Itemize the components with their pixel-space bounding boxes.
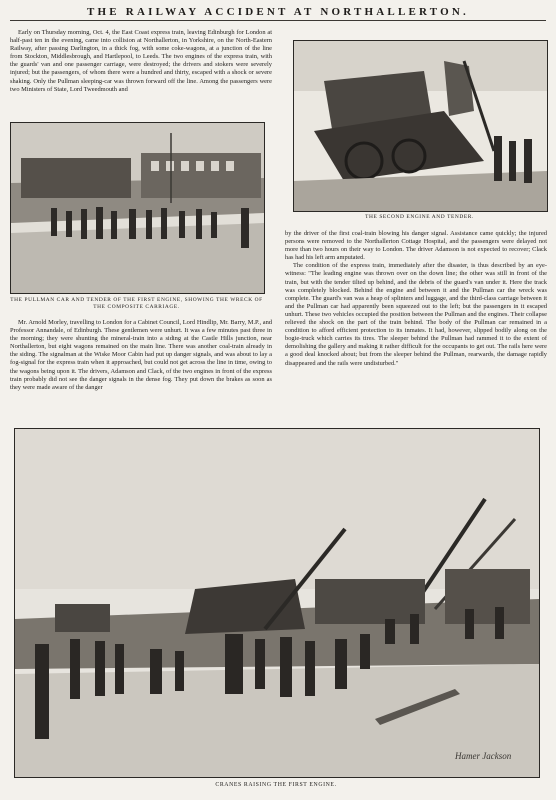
artist-signature: Hamer Jackson — [455, 751, 512, 761]
article-column-1-top — [10, 29, 272, 111]
second-engine-engraving — [294, 41, 547, 211]
caption-second-engine: THE SECOND ENGINE AND TENDER. — [365, 214, 474, 220]
article-column-2 — [285, 230, 547, 405]
article-paragraph: by the driver of the first coal-train blowing his danger signal. Assistance came quickly; the injured persons were removed to the Northallerton Cottage Hospital, and the passengers were delayed not more than two hours on their way to London. The driver Adamson is not expected to recover; Clack has had his left arm amputated. — [285, 230, 547, 262]
caption-cranes: CRANES RAISING THE FIRST ENGINE. — [215, 782, 337, 788]
illustration-pullman-car — [10, 122, 265, 294]
article-paragraph: Mr. Arnold Morley, travelling to London for a Cabinet Council, Lord Hindlip, Mr. Barry, M.P., and Professor Annandale, of Edinburgh. These gentlemen were unhurt. It was a few minutes past three in the morning; they were shunting the mineral-train into a siding at the Castle Hills junction, near Northallerton, but eight wagons remained on the main line. There was another coal-train already in the siding. The signalman at the Wiske Moor Cabin had put up danger signals, and was about to lay a fog-signal for the express train when it approached, but could not get across the line in time, owing to the wagons being upon it. The drivers, Adamson and Clack, of the two engines in front of the express train probably did not see the danger signals in the dense fog. They put down the brakes as soon as they were made aware of the danger — [10, 319, 272, 391]
page-title: THE RAILWAY ACCIDENT AT NORTHALLERTON. — [87, 6, 469, 18]
caption-pullman-car: THE PULLMAN CAR AND TENDER OF THE FIRST ENGINE, SHOWING THE WRECK OF THE COMPOSITE CARRIAGE. — [10, 297, 263, 310]
illustration-second-engine — [293, 40, 548, 212]
article-paragraph: Early on Thursday morning, Oct. 4, the East Coast express train, leaving Edinburgh for London at half-past ten in the evening, came into collision at Northallerton, in Yorkshire, on the North-Eastern Railway, after passing Darlington, in a thick fog, with some coke-wagons, at a junction of the line from Stockton, Middlesbrough, and Hartlepool, to Leeds. The two engines of the express train, with the guards' van and one passenger carriage, were destroyed; the drivers and stokers were severely injured; but the passengers, of whom there were a hundred and thirty, escaped with a shock or severe shaking. Only the Pullman sleeping-car was thrown forward off the line. Among the passengers were two Ministers of State, Lord Tweedmouth and — [10, 29, 272, 93]
illustration-cranes — [14, 428, 540, 778]
title-rule — [10, 20, 546, 21]
cranes-engraving — [15, 429, 539, 777]
article-column-1-bottom — [10, 319, 272, 409]
pullman-car-engraving — [11, 123, 264, 293]
article-paragraph: The condition of the express train, immediately after the disaster, is thus described by an eye-witness: "The leading engine was thrown over on the down line; the other was still in front of the train, but with the tender tilted up behind, and the debris of the guard's van under it. Here the track was completely blocked. Behind the engine and between it and the Pullman car the wreck was complete. The guard's van was a heap of splinters and luggage, and the third-class carriage between it and the Pullman car had apparently been squeezed out to the left; but the passengers in it escaped unhurt. These two vehicles occupied the position between the Pullman and the engines. Their collapse relieved the shock on the part of the train behind. The body of the Pullman car remained in a condition to afford efficient protection to its inmates. It had, however, slipped bodily along on the bogie-truck which carries its tires. The sleeper behind the Pullman had rammed it to the extent of demolishing the gallery and making it rather difficult for the occupants to get out. The rails here were a good deal knocked about; but from the sleeper behind the Pullman, rearwards, the damage rapidly disappeared and the rails were undisturbed." — [285, 262, 547, 367]
